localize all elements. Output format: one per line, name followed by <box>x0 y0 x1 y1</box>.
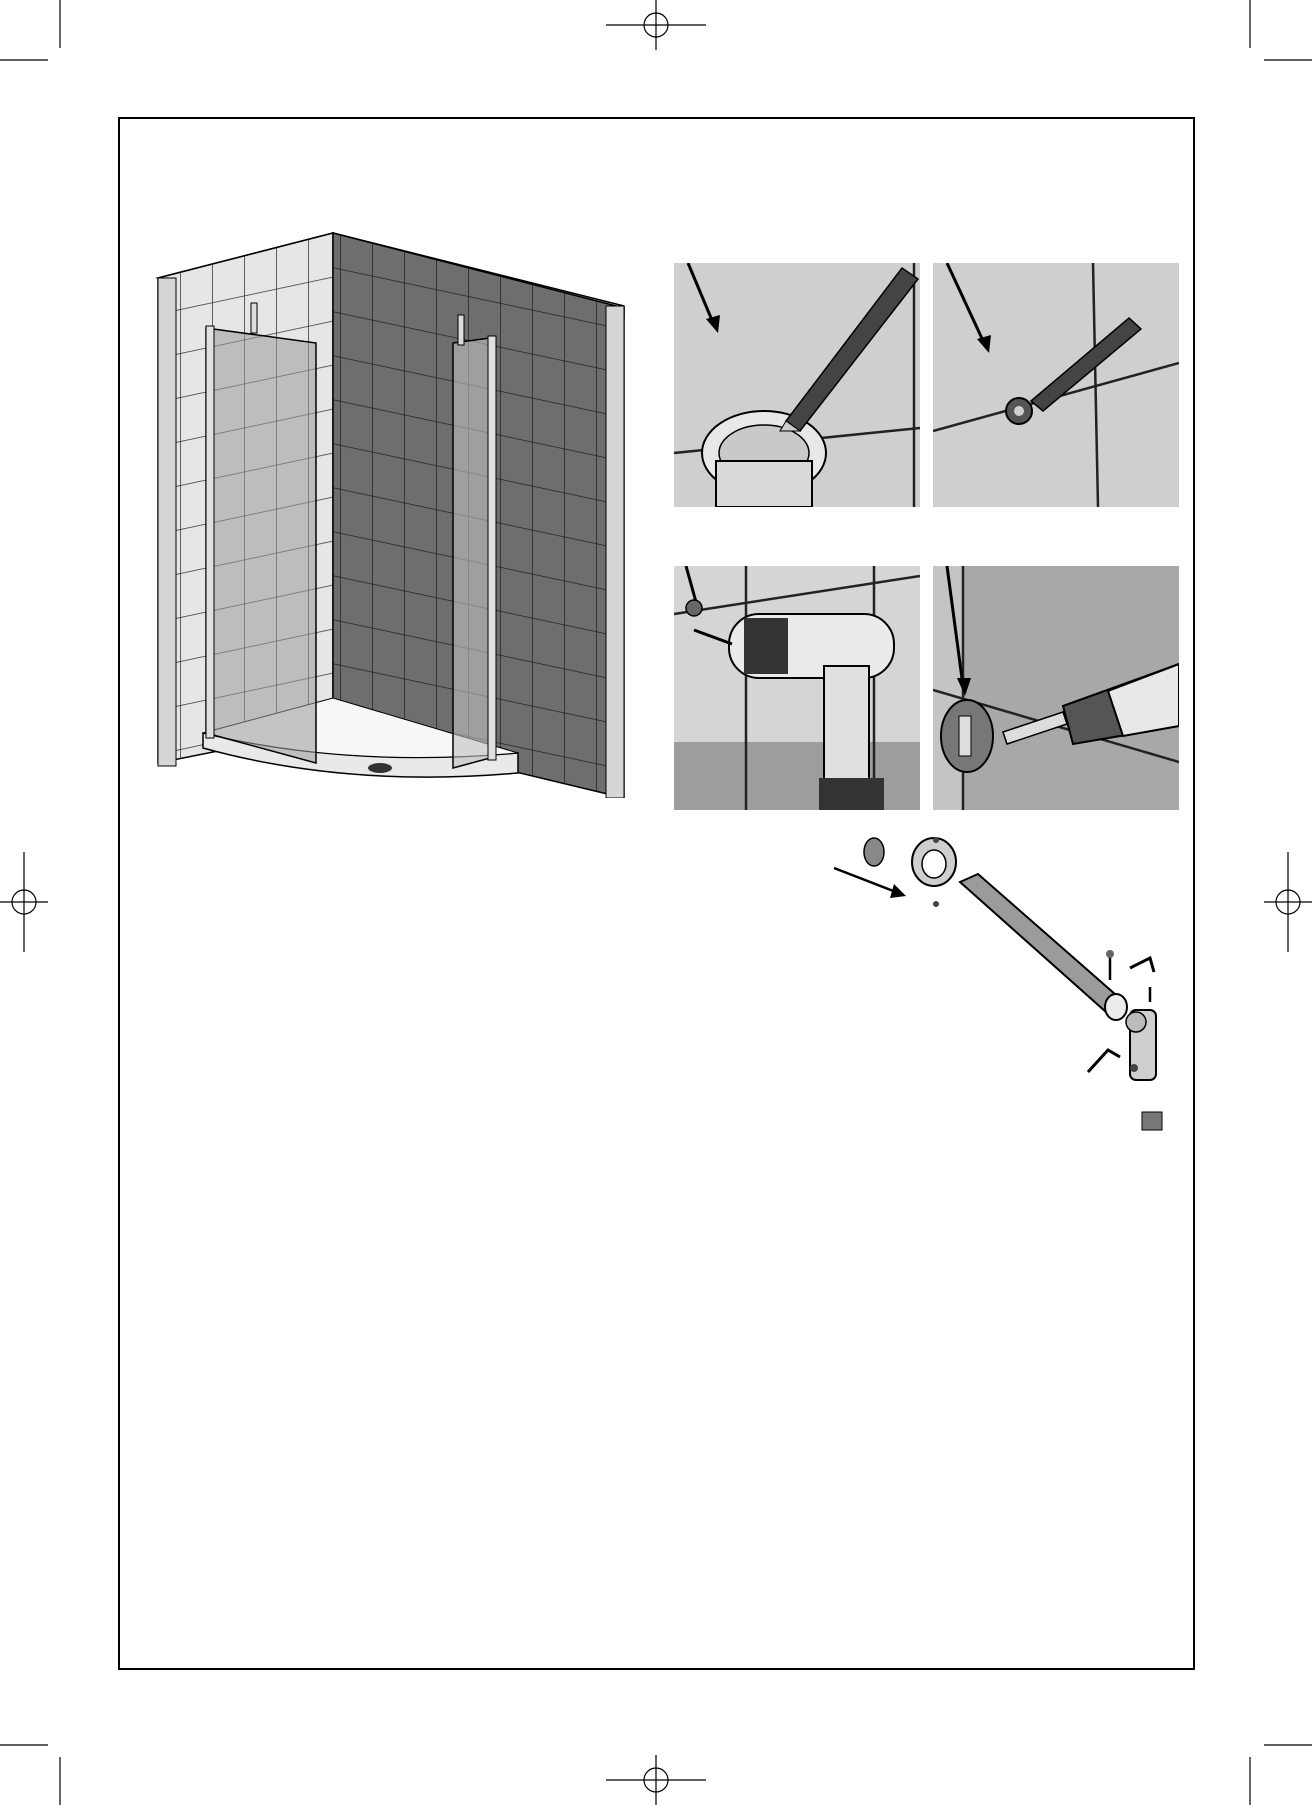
quadrant-shower-enclosure-icon <box>148 228 628 798</box>
stabiliser-bar-exploded-icon <box>830 832 1170 1132</box>
screwdriver-wall-plug-icon <box>933 566 1179 810</box>
pencil-marking-flange-icon <box>674 263 920 507</box>
registration-mark-bottom <box>606 1755 706 1805</box>
registration-mark-right <box>1264 852 1312 952</box>
registration-mark-top <box>606 0 706 50</box>
registration-mark-left <box>0 852 48 952</box>
drill-icon <box>674 566 920 810</box>
pencil-marking-hole-icon <box>933 263 1179 507</box>
